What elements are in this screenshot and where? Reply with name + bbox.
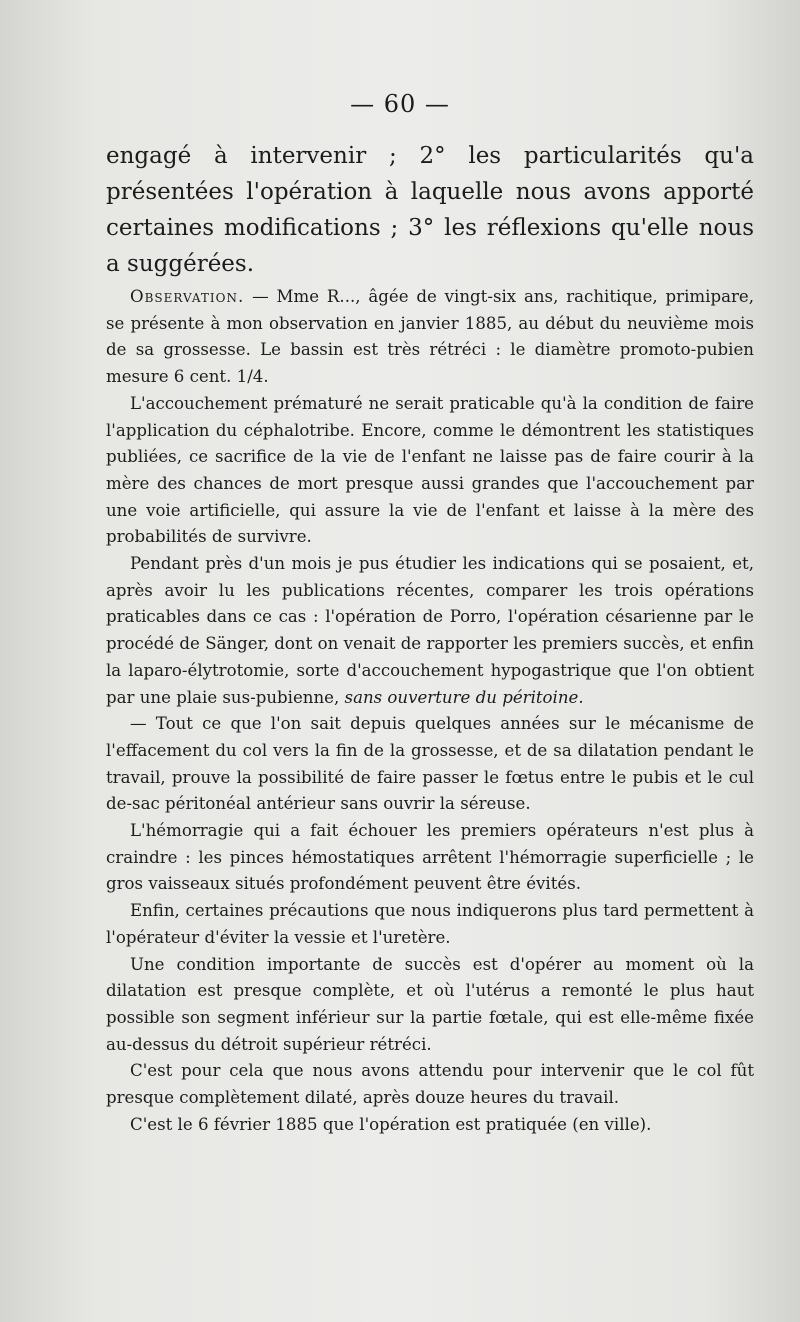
observation-section <box>106 284 754 1139</box>
observation-paragraph-6: Enfin, certaines précautions que nous indiquerons plus tard permettent à l'opérateur d'éviter la vessie et l'uretère. <box>106 901 754 947</box>
observation-paragraph-7: Une condition importante de succès est d'opérer au moment où la dilatation est presque complète, et où l'utérus a remonté le plus haut possible son segment inférieur sur la partie fœtale, qui est elle-même fixée au-dessus du détroit supérieur rétréci. <box>106 954 754 1054</box>
observation-paragraph-1 <box>106 284 754 391</box>
observation-paragraph-5: L'hémorragie qui a fait échouer les premiers opérateurs n'est plus à craindre : les pinces hémostatiques arrêtent l'hémorragie superficielle ; le gros vaisseaux situés profondément peuvent être évités. <box>106 821 754 894</box>
observation-paragraph-8: C'est pour cela que nous avons attendu pour intervenir que le col fût presque complètement dilaté, après douze heures du travail. <box>106 1061 754 1108</box>
observation-paragraph-2: L'accouchement prématuré ne serait praticable qu'à la condition de faire l'application du céphalotribe. Encore, comme le démontrent les statistiques publiées, ce sacrifice de la vie de l'enfant ne laisse pas de faire courir à la mère des chances de mort presque aussi grandes que l'accouchement par une voie artificielle, qui assure la vie de l'enfant et laisse à la mère des probabilités de survivre. <box>106 393 754 547</box>
observation-paragraph-9: C'est le 6 février 1885 que l'opération est pratiquée (en ville). <box>130 1114 652 1134</box>
observation-paragraph-3 <box>106 551 754 711</box>
observation-paragraph-3-text: Pendant près d'un mois je pus étudier les indications qui se posaient, et, après avoir lu les publications récentes, comparer les trois opérations praticables dans ce cas : l'opération de Porro, l'opération césarienne par le procédé de Sänger, dont on venait de rapporter les premiers succès, et enfin la laparo-élytrotomie, sorte d'accouchement hypogastrique que l'on obtient par une plaie sus-pubienne, <box>106 554 754 707</box>
intro-paragraph: engagé à intervenir ; 2° les particularités qu'a présentées l'opération à laquelle nous avons apporté certaines modifications ; 3° les réflexions qu'elle nous a suggérées. <box>106 143 754 277</box>
observation-paragraph-4: — Tout ce que l'on sait depuis quelques années sur le mécanisme de l'effacement du col vers la fin de la grossesse, et de sa dilatation pendant le travail, prouve la possibilité de faire passer le fœtus entre le pubis et le cul de-sac péritonéal antérieur sans ouvrir la séreuse. <box>106 714 754 814</box>
observation-label: Observation. <box>130 287 245 306</box>
observation-paragraph-3-italic: sans ouverture du péritoine. <box>344 687 584 707</box>
page-number: — 60 — <box>350 90 450 118</box>
observation-paragraph-1-text: — Mme R..., âgée de vingt-six ans, rachitique, primipare, se présente à mon observation en janvier 1885, au début du neuvième mois de sa grossesse. Le bassin est très rétréci : le diamètre promoto-pubien mesure 6 cent. 1/4. <box>106 287 754 387</box>
